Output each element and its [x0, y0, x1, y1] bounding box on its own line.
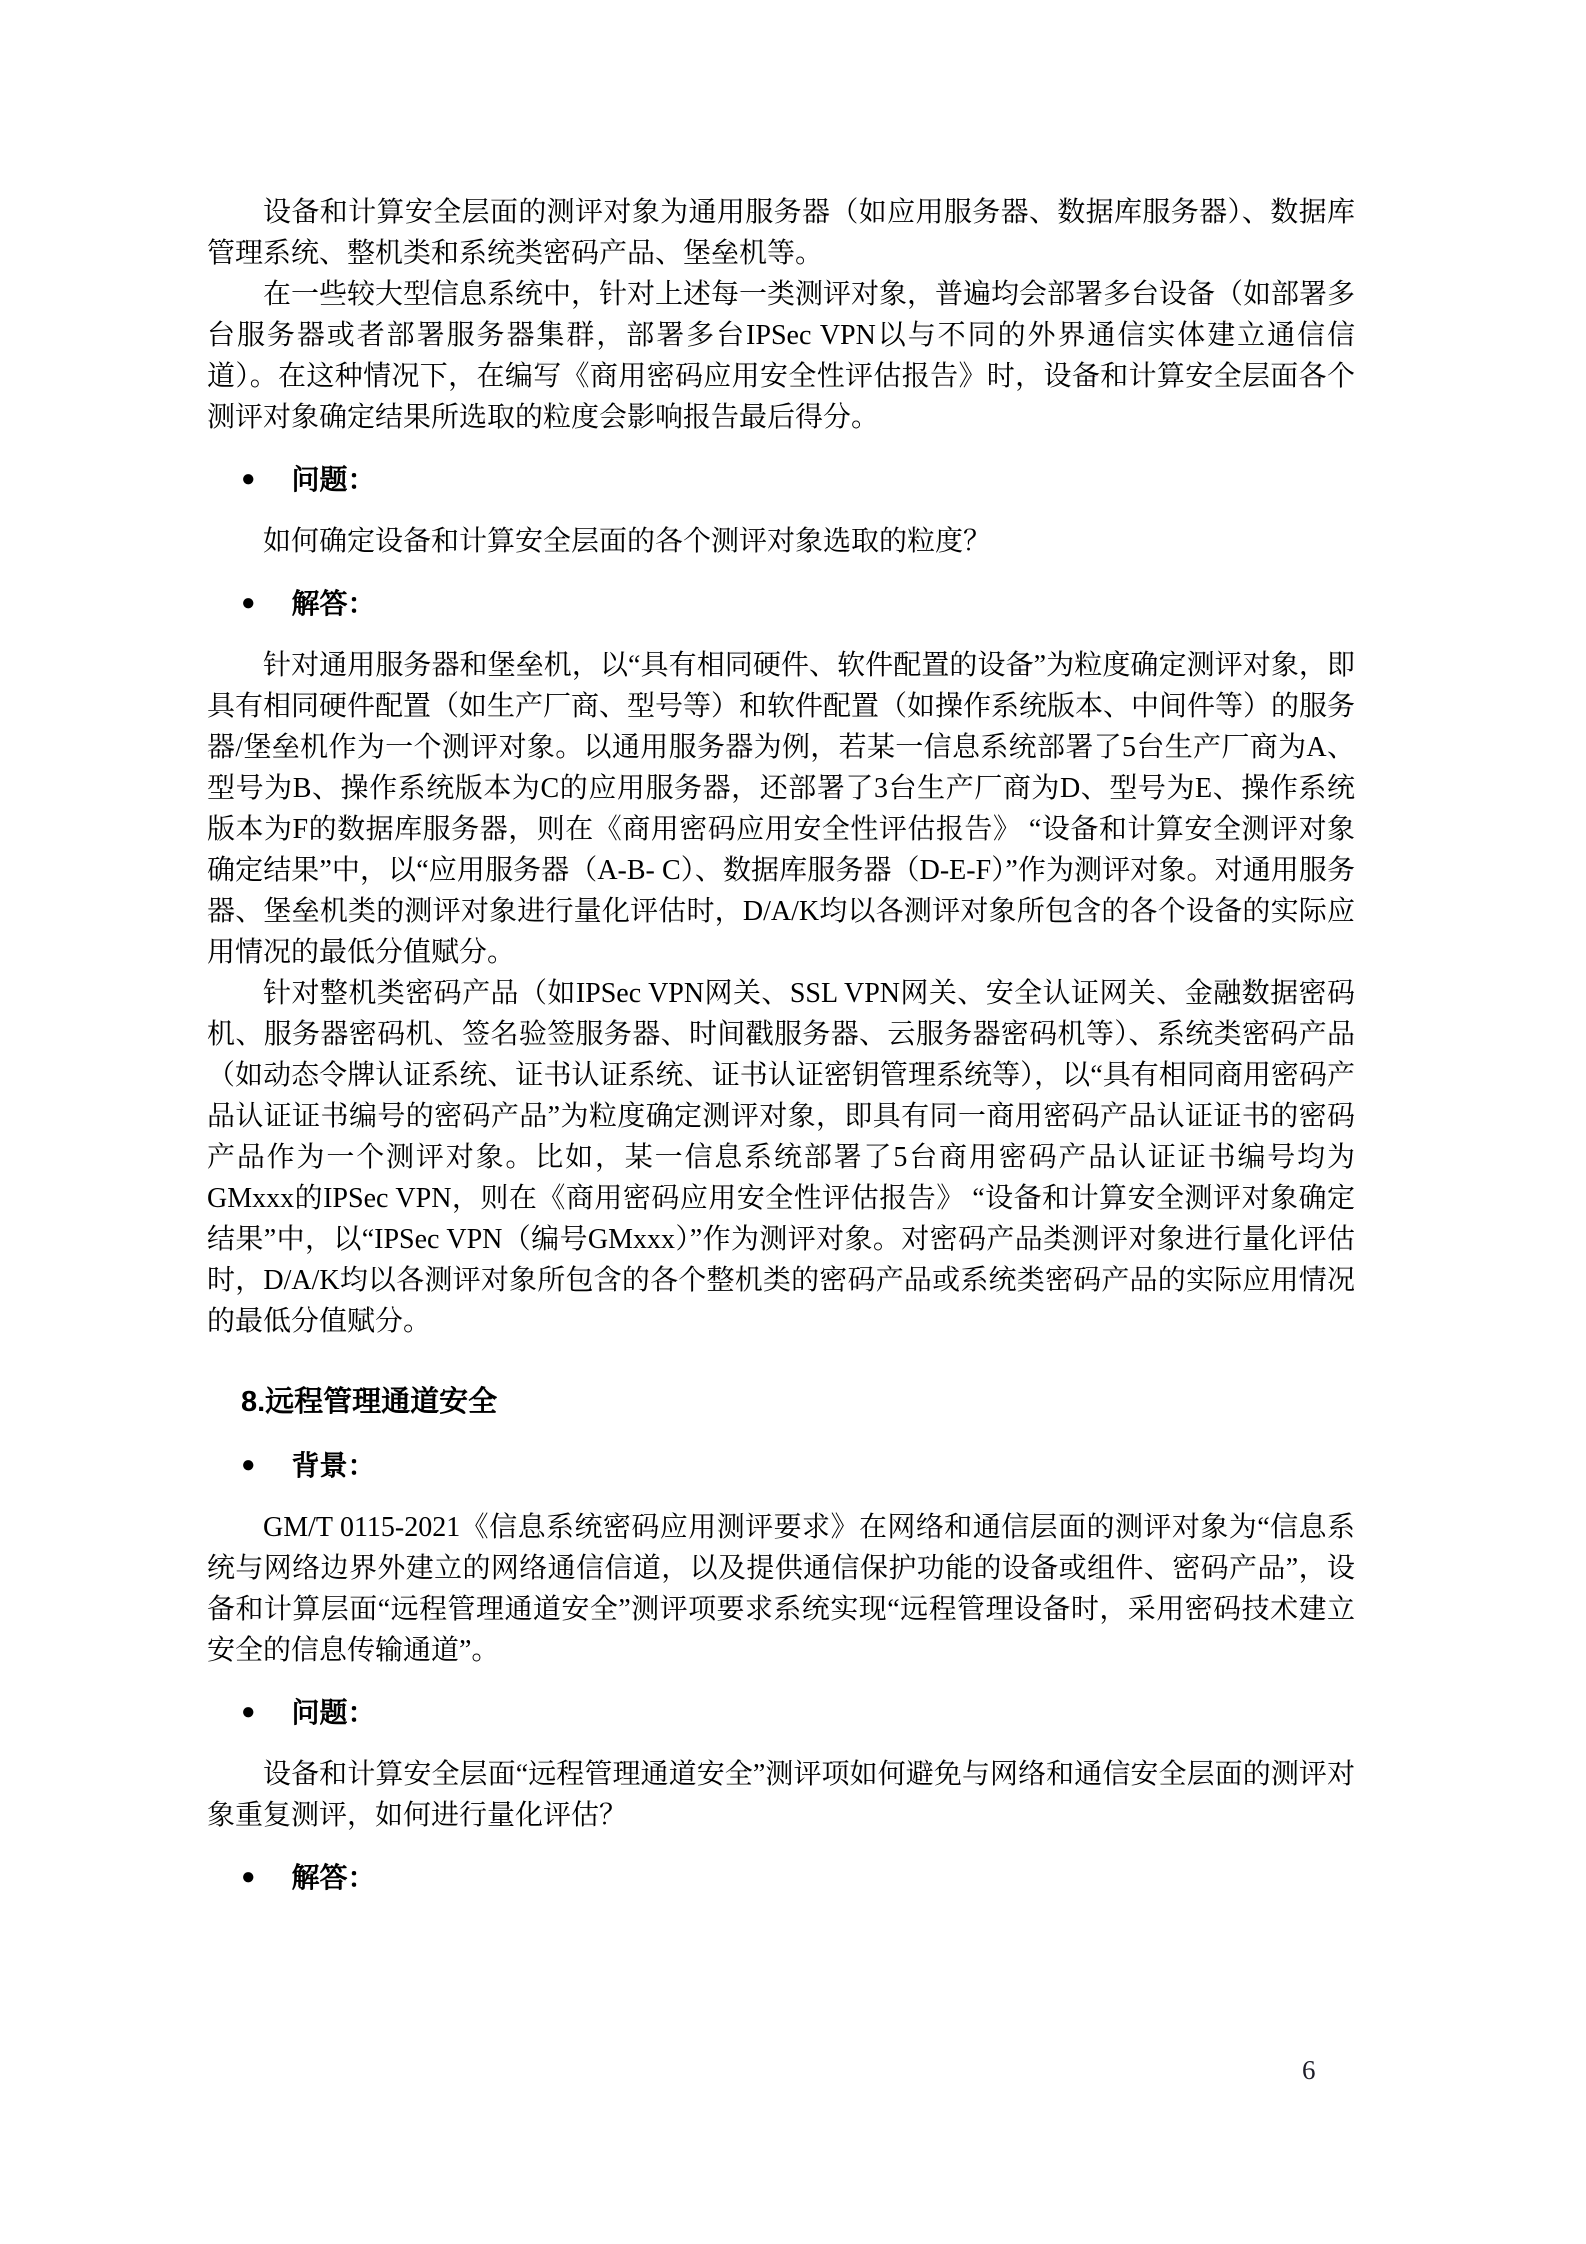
bullet-icon: ●: [241, 466, 256, 492]
question-label: 问题：: [291, 1697, 376, 1728]
bullet-item-question-remote: [207, 1692, 1355, 1733]
background-label: 背景：: [291, 1450, 376, 1481]
bullet-icon: ●: [241, 1699, 256, 1725]
bullet-item-answer-granularity: [207, 583, 1355, 624]
question-label: 问题：: [291, 464, 376, 495]
question-remote-text: 设备和计算安全层面“远程管理通道安全”测评项如何避免与网络和通信安全层面的测评对象重复测评，如何进行量化评估？: [207, 1759, 1355, 1831]
intro-paragraph-1: 设备和计算安全层面的测评对象为通用服务器（如应用服务器、数据库服务器）、数据库管理系统、整机类和系统类密码产品、堡垒机等。: [207, 197, 1355, 269]
background-text: GM/T 0115-2021《信息系统密码应用测评要求》在网络和通信层面的测评对象为“信息系统与网络边界外建立的网络通信信道，以及提供通信保护功能的设备或组件、密码产品”，设备和计算层面“远程管理通道安全”测评项要求系统实现“远程管理设备时，采用密码技术建立安全的信息传输通道”。: [207, 1512, 1355, 1666]
bullet-item-background: [207, 1445, 1355, 1486]
bullet-item-answer-remote: [207, 1857, 1355, 1898]
bullet-icon: ●: [241, 1864, 256, 1890]
answer-granularity-paragraph-1: 针对通用服务器和堡垒机，以“具有相同硬件、软件配置的设备”为粒度确定测评对象，即具有相同硬件配置（如生产厂商、型号等）和软件配置（如操作系统版本、中间件等）的服务器/堡垒机作为一个测评对象。以通用服务器为例，若某一信息系统部署了5台生产厂商为A、型号为B、操作系统版本为C的应用服务器，还部署了3台生产厂商为D、型号为E、操作系统版本为F的数据库服务器，则在《商用密码应用安全性评估报告》 “设备和计算安全测评对象确定结果”中，以“应用服务器（A-B- C）、数据库服务器（D-E-F）”作为测评对象。对通用服务器、堡垒机类的测评对象进行量化评估时，D/A/K均以各测评对象所包含的各个设备的实际应用情况的最低分值赋分。: [207, 650, 1356, 968]
bullet-item-question-granularity: [207, 459, 1355, 500]
question-granularity-text: 如何确定设备和计算安全层面的各个测评对象选取的粒度？: [263, 526, 992, 557]
answer-label: 解答：: [291, 1862, 376, 1893]
bullet-icon: ●: [241, 590, 256, 616]
page-number: 6: [1302, 2055, 1316, 2085]
section-heading-remote-management: 8.远程管理通道安全: [241, 1386, 498, 1418]
bullet-icon: ●: [241, 1452, 256, 1478]
page-content: [207, 192, 1355, 1919]
answer-label: 解答：: [291, 588, 376, 619]
answer-granularity-paragraph-2: 针对整机类密码产品（如IPSec VPN网关、SSL VPN网关、安全认证网关、金融数据密码机、服务器密码机、签名验签服务器、时间戳服务器、云服务器密码机等）、系统类密码产品（如动态令牌认证系统、证书认证系统、证书认证密钥管理系统等），以“具有相同商用密码产品认证证书编号的密码产品”为粒度确定测评对象，即具有同一商用密码产品认证证书的密码产品作为一个测评对象。比如，某一信息系统部署了5台商用密码产品认证证书编号均为GMxxx的IPSec VPN，则在《商用密码应用安全性评估报告》 “设备和计算安全测评对象确定结果”中，以“IPSec VPN（编号GMxxx）”作为测评对象。对密码产品类测评对象进行量化评估时，D/A/K均以各测评对象所包含的各个整机类的密码产品或系统类密码产品的实际应用情况的最低分值赋分。: [207, 978, 1355, 1337]
intro-paragraph-2: 在一些较大型信息系统中，针对上述每一类测评对象，普遍均会部署多台设备（如部署多台服务器或者部署服务器集群，部署多台IPSec VPN以与不同的外界通信实体建立通信信道）。在这种情况下，在编写《商用密码应用安全性评估报告》时，设备和计算安全层面各个测评对象确定结果所选取的粒度会影响报告最后得分。: [207, 279, 1356, 433]
